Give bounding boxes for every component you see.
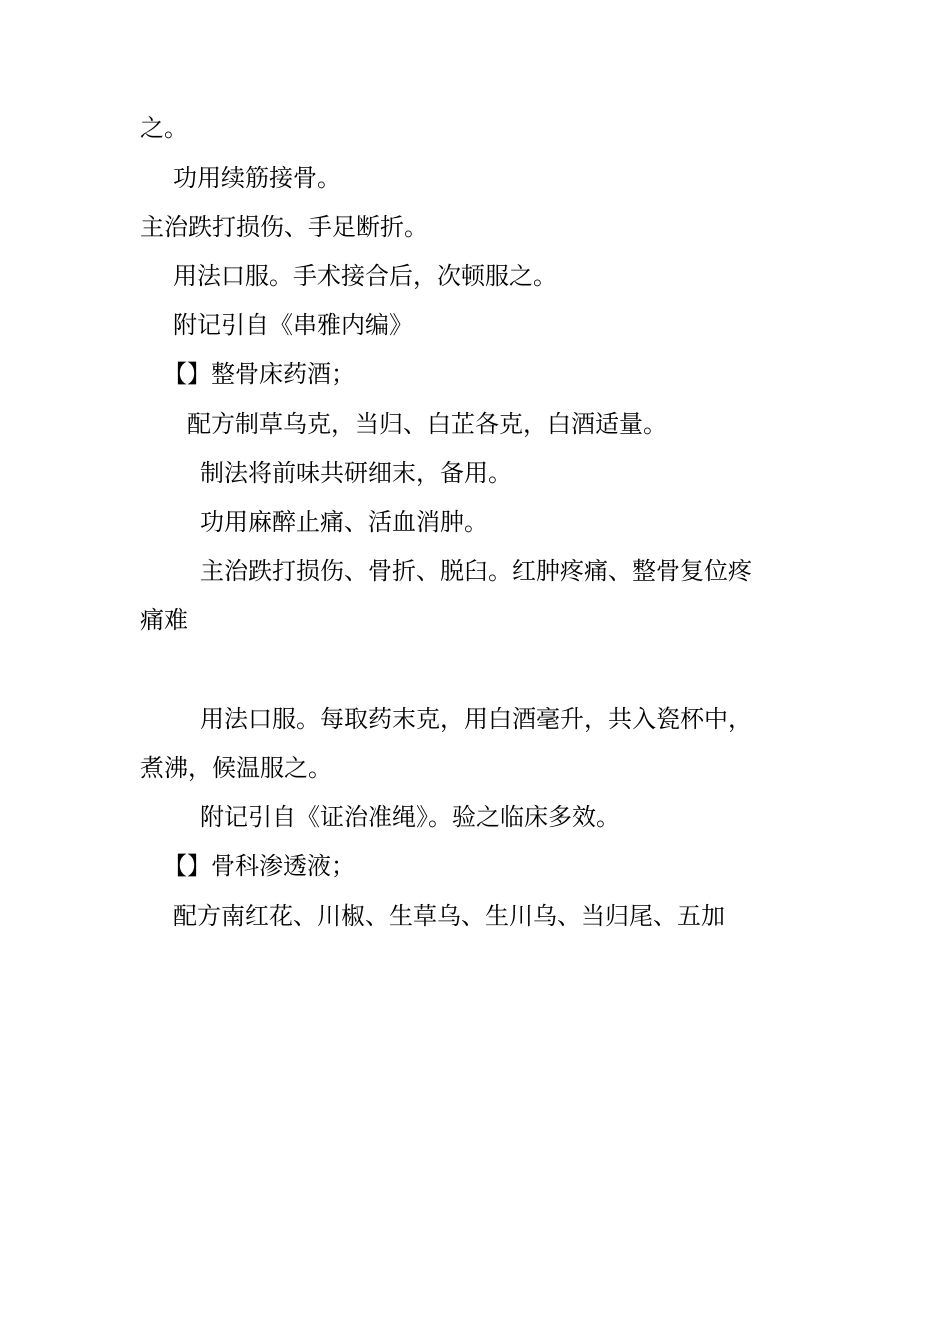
text-line-7: 配方制草乌克，当归、白芷各克，白酒适量。 [187,410,667,438]
text-line-14: 附记引自《证治准绳》。验之临床多效。 [200,803,620,831]
text-line-16: 配方南红花、川椒、生草乌、生川乌、当归尾、五加 [173,902,725,930]
text-line-4: 用法口服。手术接合后，次顿服之。 [173,262,557,290]
text-line-8: 制法将前味共研细末，备用。 [200,459,512,487]
text-line-1: 之。 [140,114,188,142]
text-line-10: 主治跌打损伤、骨折、脱臼。红肿疼痛、整骨复位疼 [200,557,752,585]
text-line-5: 附记引自《串雅内编》 [173,311,413,339]
text-line-9: 功用麻醉止痛、活血消肿。 [200,508,488,536]
text-line-3: 主治跌打损伤、手足断折。 [140,213,428,241]
text-line-2: 功用续筋接骨。 [173,164,341,192]
text-line-6: 【】整骨床药酒； [163,360,355,388]
text-line-13: 煮沸，候温服之。 [140,754,332,782]
text-line-11: 痛难 [140,606,188,634]
text-line-12: 用法口服。每取药末克，用白酒毫升，共入瓷杯中， [200,705,752,733]
text-line-15: 【】骨科渗透液； [163,852,355,880]
